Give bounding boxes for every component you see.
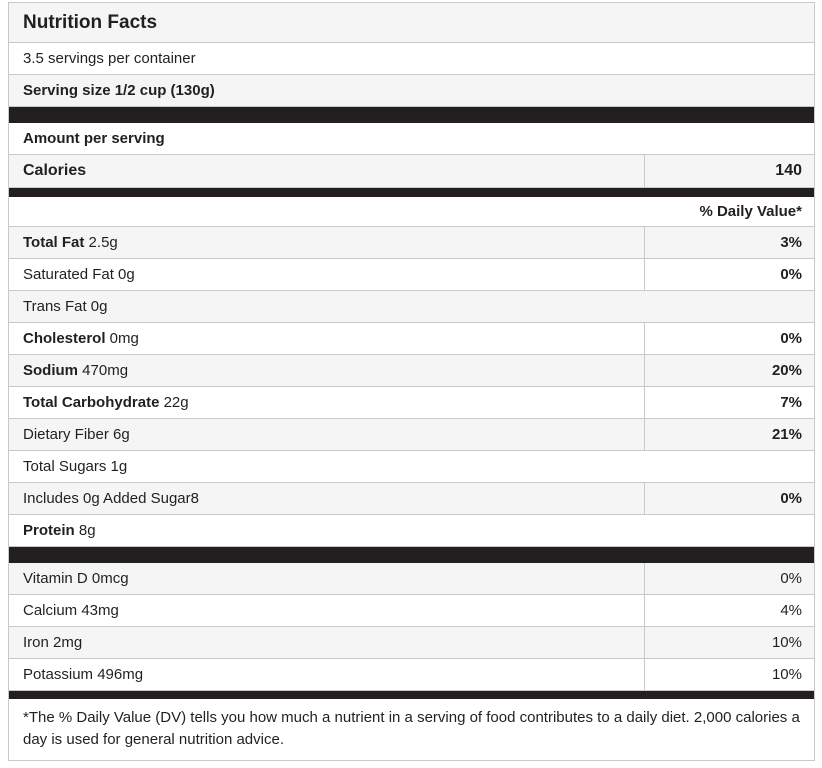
vitamin-row-calcium-43mg (9, 595, 814, 627)
nutrient-name: Sodium 470mg (23, 362, 129, 379)
nutrient-row-sodium (9, 355, 814, 387)
nutrient-row-total-carbohydrate (9, 387, 814, 419)
amount-per-serving-text: Amount per serving (23, 130, 165, 147)
daily-value: 20% (644, 355, 814, 386)
nutrient-row-saturated-fat (9, 259, 814, 291)
daily-value: 7% (644, 387, 814, 418)
separator-bar-thick-top (9, 107, 814, 123)
separator-bar-thick-bottom (9, 547, 814, 563)
nutrient-name: Iron 2mg (23, 634, 83, 651)
calories-label: Calories (23, 162, 87, 179)
nutrient-name: Trans Fat 0g (23, 298, 108, 315)
separator-bar-medium (9, 188, 814, 197)
daily-value: 0% (644, 323, 814, 354)
nutrient-row-includes-0g-added-sugar8 (9, 483, 814, 515)
footnote-row (9, 699, 814, 760)
daily-value: 10% (644, 627, 814, 658)
daily-value: 10% (644, 659, 814, 690)
nutrient-name: Calcium 43mg (23, 602, 119, 619)
daily-value: 0% (644, 259, 814, 290)
nutrient-name: Includes 0g Added Sugar8 (23, 490, 199, 507)
label-title-row (9, 3, 814, 43)
separator-bar-thin (9, 691, 814, 699)
nutrition-facts-label (8, 2, 815, 761)
label-title: Nutrition Facts (23, 11, 158, 33)
nutrient-row-total-sugars (9, 451, 814, 483)
nutrient-row-total-fat (9, 227, 814, 259)
servings-per-container-row (9, 43, 814, 75)
nutrient-row-protein (9, 515, 814, 547)
nutrient-name: Cholesterol 0mg (23, 330, 139, 347)
nutrient-row-trans-fat (9, 291, 814, 323)
daily-value: 4% (644, 595, 814, 626)
vitamin-row-potassium-496mg (9, 659, 814, 691)
daily-value: 0% (644, 563, 814, 594)
serving-size-row (9, 75, 814, 107)
daily-value-header-row (9, 197, 814, 227)
vitamin-rows-section (9, 563, 814, 691)
daily-value-header-text: % Daily Value* (699, 203, 802, 220)
footnote-text: *The % Daily Value (DV) tells you how much a nutrient in a serving of food contributes to a daily diet. 2,000 calories a day is used for general nutrition advice. (23, 709, 800, 748)
nutrient-name: Dietary Fiber 6g (23, 426, 130, 443)
nutrient-name: Potassium 496mg (23, 666, 144, 683)
daily-value: 0% (644, 483, 814, 514)
calories-row (9, 155, 814, 188)
daily-value: 21% (644, 419, 814, 450)
nutrient-name: Total Sugars 1g (23, 458, 128, 475)
nutrient-name: Total Carbohydrate 22g (23, 394, 189, 411)
nutrient-rows-section (9, 227, 814, 547)
nutrient-name: Saturated Fat 0g (23, 266, 135, 283)
vitamin-row-iron-2mg (9, 627, 814, 659)
nutrient-row-dietary-fiber (9, 419, 814, 451)
nutrient-row-cholesterol (9, 323, 814, 355)
calories-value: 140 (644, 155, 814, 187)
nutrient-name: Total Fat 2.5g (23, 234, 118, 251)
serving-size-text: Serving size 1/2 cup (130g) (23, 82, 215, 99)
servings-per-container-text: 3.5 servings per container (23, 50, 196, 67)
daily-value: 3% (644, 227, 814, 258)
nutrient-name: Vitamin D 0mcg (23, 570, 129, 587)
amount-per-serving-row (9, 123, 814, 155)
vitamin-row-vitamin-d-0mcg (9, 563, 814, 595)
nutrient-name: Protein 8g (23, 522, 96, 539)
